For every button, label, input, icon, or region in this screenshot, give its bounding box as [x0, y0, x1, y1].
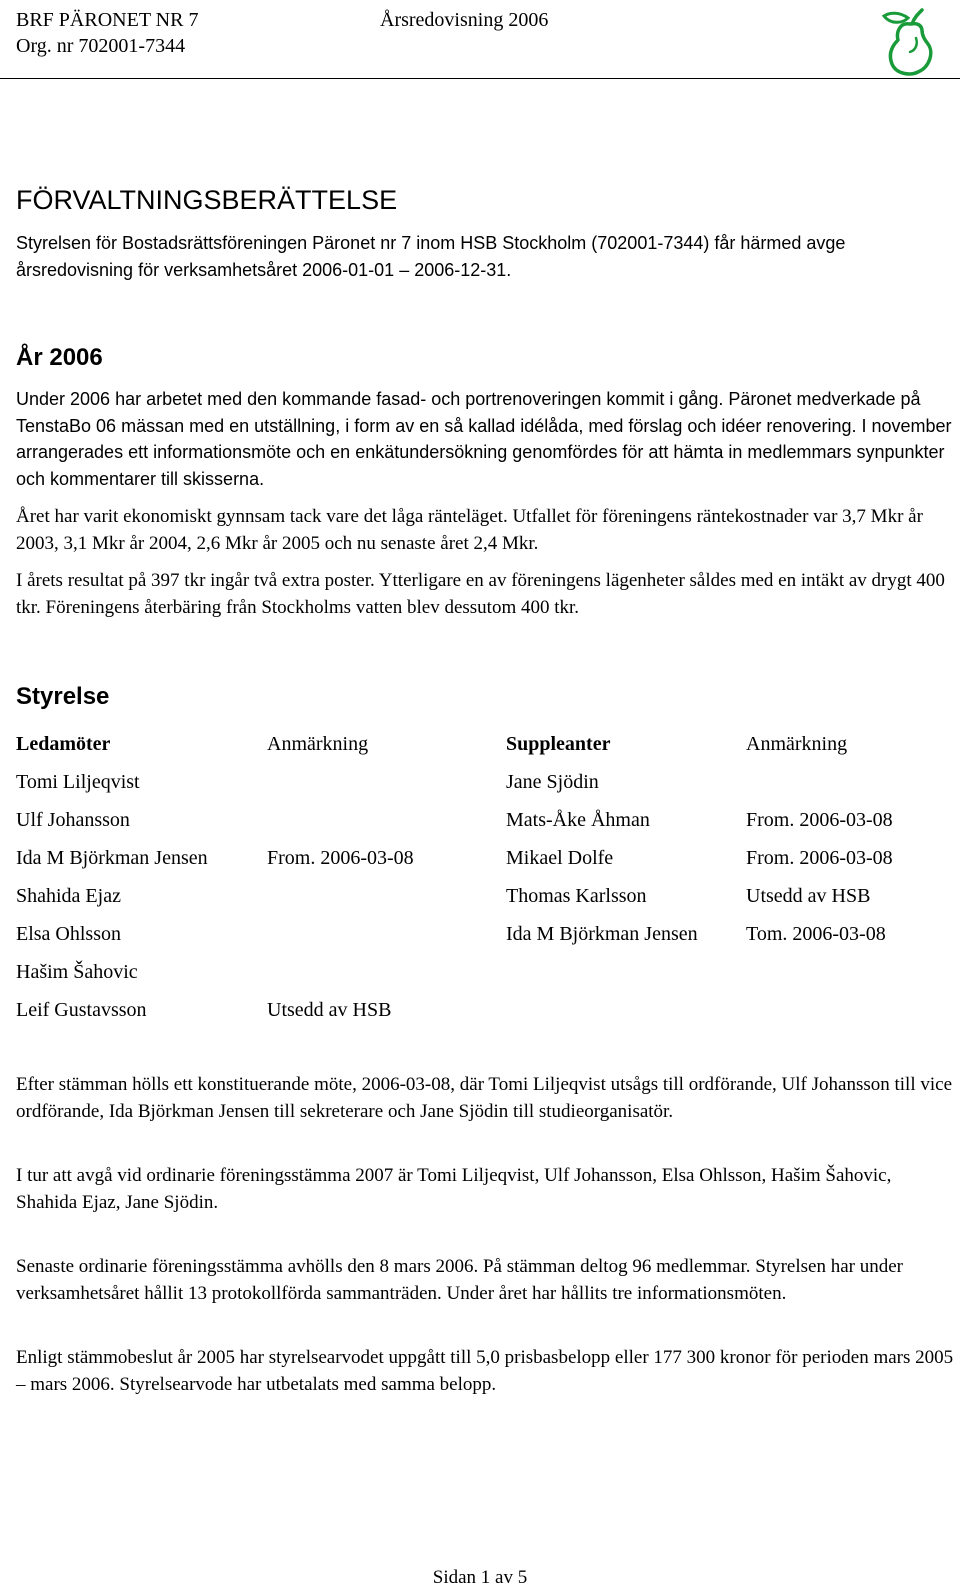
- page-number: Sidan 1 av 5: [432, 1567, 528, 1588]
- deputy-note: Utsedd av HSB: [746, 885, 871, 907]
- intro-text: Styrelsen för Bostadsrättsföreningen Päronet nr 7 inom HSB Stockholm (702001-7344) får härmed avge årsredovisning för verksamhetsåret 2006-01-01 – 2006-12-31.: [16, 233, 846, 280]
- year-paragraph-2: Året har varit ekonomiskt gynnsam tack vare det låga ränteläget. Utfallet för föreningens räntekostnader var 3,7 Mkr år 2003, 3,1 Mkr år 2004, 2,6 Mkr år 2005 och nu senaste året 2,4 Mkr.: [16, 506, 923, 554]
- members-column-header: Ledamöter: [16, 733, 111, 755]
- document-title: Årsredovisning 2006: [380, 9, 549, 31]
- org-name: BRF PÄRONET NR 7: [16, 9, 199, 31]
- pear-icon: [876, 4, 946, 78]
- board-member-name: Ida M Björkman Jensen: [16, 847, 208, 869]
- deputy-note: From. 2006-03-08: [746, 847, 893, 869]
- board-heading: Styrelse: [16, 683, 110, 710]
- year-heading: År 2006: [16, 344, 103, 371]
- board-member-name: Elsa Ohlsson: [16, 923, 121, 945]
- meetings-paragraph: Senaste ordinarie föreningsstämma avhölls den 8 mars 2006. På stämman deltog 96 medlemmar. Styrelsen har under verksamhetsåret hållit 13 protokollförda sammanträden. Under året har hållits tre informationsmöten.: [16, 1256, 903, 1304]
- members-note-column-header: Anmärkning: [267, 733, 369, 755]
- year-paragraph-3: I årets resultat på 397 tkr ingår två extra poster. Ytterligare en av föreningens lägenheter såldes med en intäkt av drygt 400 tkr. Föreningens återbäring från Stockholms vatten blev dessutom 400 tkr.: [16, 570, 945, 618]
- deputy-note: Tom. 2006-03-08: [746, 923, 886, 945]
- org-number: Org. nr 702001-7344: [16, 35, 186, 57]
- fees-paragraph: Enligt stämmobeslut år 2005 har styrelsearvodet uppgått till 5,0 prisbasbelopp eller 177 300 kronor för perioden mars 2005 – mars 2006. Styrelsearvode har utbetalats med samma belopp.: [16, 1347, 954, 1395]
- deputies-note-column-header: Anmärkning: [746, 733, 848, 755]
- board-member-name: Ulf Johansson: [16, 809, 130, 831]
- board-member-note: Utsedd av HSB: [267, 999, 392, 1021]
- section-title: FÖRVALTNINGSBERÄTTELSE: [16, 185, 398, 215]
- constitution-paragraph: Efter stämman hölls ett konstituerande möte, 2006-03-08, där Tomi Liljeqvist utsågs till ordförande, Ulf Johansson till vice ordförande, Ida Björkman Jensen till sekreterare och Jane Sjödin till studieorganisatör.: [16, 1074, 953, 1122]
- deputy-name: Mats-Åke Åhman: [506, 809, 650, 831]
- year-paragraph-1: Under 2006 har arbetet med den kommande fasad- och portrenoveringen kommit i gång. Päronet medverkade på TenstaBo 06 mässan med en utställning, i form av en så kallad idélåda, med förslag och idéer renovering. I november arrangerades ett informationsmöte och en enkätundersökning genomfördes för att hämta in medlemmars synpunkter och kommentarer till skisserna.: [16, 389, 952, 489]
- deputy-name: Ida M Björkman Jensen: [506, 923, 698, 945]
- board-member-note: From. 2006-03-08: [267, 847, 414, 869]
- header-divider: [0, 78, 960, 79]
- deputy-note: From. 2006-03-08: [746, 809, 893, 831]
- deputy-name: Mikael Dolfe: [506, 847, 614, 869]
- deputy-name: Jane Sjödin: [506, 771, 599, 793]
- board-member-name: Shahida Ejaz: [16, 885, 121, 907]
- rotation-paragraph: I tur att avgå vid ordinarie föreningsstämma 2007 är Tomi Liljeqvist, Ulf Johansson, Elsa Ohlsson, Hašim Šahovic, Shahida Ejaz, Jane Sjödin.: [16, 1165, 892, 1213]
- board-member-name: Leif Gustavsson: [16, 999, 147, 1021]
- deputies-column-header: Suppleanter: [506, 733, 611, 755]
- board-member-name: Hašim Šahovic: [16, 961, 138, 983]
- board-member-name: Tomi Liljeqvist: [16, 771, 140, 793]
- deputy-name: Thomas Karlsson: [506, 885, 647, 907]
